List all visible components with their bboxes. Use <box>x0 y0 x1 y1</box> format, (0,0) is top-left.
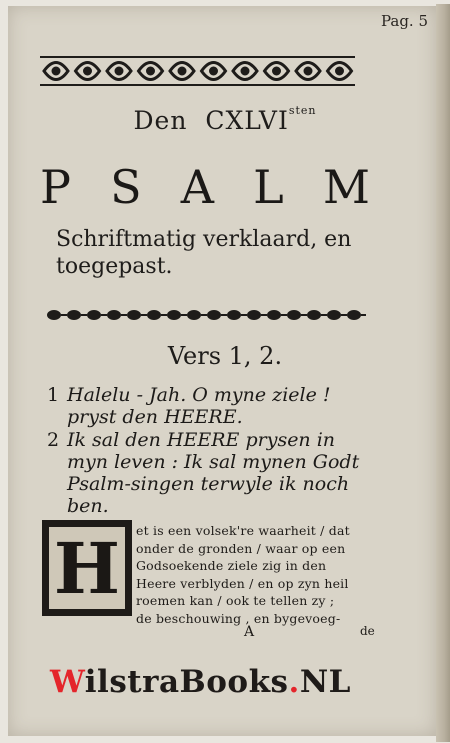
fleuron <box>347 310 361 320</box>
fleuron <box>187 310 201 320</box>
fleuron <box>87 310 101 320</box>
top-ornament-band <box>40 52 355 90</box>
verse-line: myn leven : Ik sal mynen Godt <box>67 451 360 473</box>
ornament-dot <box>85 68 91 74</box>
page-number: Pag. 5 <box>380 12 428 30</box>
verse-1 <box>47 384 377 428</box>
fleuron <box>227 310 241 320</box>
catchword: de <box>360 624 375 638</box>
body-text <box>136 522 376 627</box>
fleuron-stem <box>181 314 187 316</box>
subtitle-line: Schriftmatig verklaard, en <box>56 227 352 252</box>
verse-number: 2 <box>47 429 60 451</box>
fleuron-stem <box>361 314 366 316</box>
drop-cap-letter: H <box>49 527 125 609</box>
fleuron <box>167 310 181 320</box>
ornament-dot <box>305 68 311 74</box>
fleuron-stem <box>321 314 327 316</box>
watermark-tld: NL <box>299 664 351 700</box>
watermark <box>50 664 351 700</box>
fleuron <box>247 310 261 320</box>
body-line: Heere verblyden / en op zyn heil <box>136 575 349 591</box>
ornament-dot <box>211 68 217 74</box>
psalm-letter: L <box>253 160 284 214</box>
body-line: roemen kan / ook te tellen zy ; <box>136 593 335 608</box>
fleuron-stem <box>141 314 147 316</box>
fleuron <box>327 310 341 320</box>
verse-heading: Vers 1, 2. <box>167 342 283 370</box>
fleuron-stem <box>221 314 227 316</box>
verse-2 <box>47 429 377 517</box>
verse-number: 1 <box>47 384 60 406</box>
ornament-dot <box>53 68 59 74</box>
verse-line: Ik sal den HEERE prysen in <box>67 429 336 451</box>
ornament-dot <box>274 68 280 74</box>
psalm-letter: S <box>110 160 142 214</box>
fleuron <box>67 310 81 320</box>
psalm-numeral: CXLVI <box>205 106 289 135</box>
psalm-letter: M <box>322 160 370 214</box>
fleuron-stem <box>161 314 167 316</box>
ornament-dot <box>148 68 154 74</box>
signature-mark: A <box>244 624 255 640</box>
ornament-dot <box>116 68 122 74</box>
drop-cap <box>42 520 132 616</box>
fleuron <box>147 310 161 320</box>
body-line: onder de gronden / waar op een <box>136 540 346 556</box>
psalm-letter: A <box>180 160 215 214</box>
fleuron-stem <box>101 314 107 316</box>
verse-line: Psalm-singen terwyle ik noch ben. <box>67 473 350 517</box>
fleuron <box>47 310 61 320</box>
fleuron <box>307 310 321 320</box>
watermark-name: ilstraBooks <box>84 664 289 700</box>
fleuron <box>207 310 221 320</box>
fleuron-stem <box>201 314 207 316</box>
subtitle-line: toegepast. <box>56 254 173 279</box>
ornament-dot <box>179 68 185 74</box>
body-line: et is een volsek're waarheit / dat <box>136 523 350 538</box>
fleuron-stem <box>281 314 287 316</box>
fleuron <box>267 310 281 320</box>
watermark-dot: . <box>288 664 300 700</box>
ornament-dot <box>337 68 343 74</box>
fleuron <box>107 310 121 320</box>
verse-line: pryst den HEERE. <box>67 406 243 428</box>
fleuron <box>127 310 141 320</box>
verse-line: Halelu - Jah. O myne ziele ! <box>67 384 331 406</box>
den-word: Den <box>133 106 188 135</box>
subtitle <box>56 226 396 280</box>
watermark-initial: W <box>50 664 85 700</box>
body-line: de beschouwing , en bygevoeg- <box>136 610 341 626</box>
psalm-number-line <box>0 106 450 135</box>
psalm-title <box>40 160 370 214</box>
fleuron-stem <box>261 314 267 316</box>
body-line: Godsoekende ziele zig in den <box>136 558 327 573</box>
fleuron-stem <box>121 314 127 316</box>
fleuron-stem <box>341 314 347 316</box>
numeral-suffix: sten <box>288 104 317 117</box>
fleuron-stem <box>301 314 307 316</box>
ornament-dot <box>242 68 248 74</box>
fleuron-stem <box>241 314 247 316</box>
fleuron <box>287 310 301 320</box>
fleuron-stem <box>61 314 67 316</box>
fleuron-stem <box>81 314 87 316</box>
middle-ornament-band <box>44 304 366 326</box>
psalm-letter: P <box>40 160 71 214</box>
